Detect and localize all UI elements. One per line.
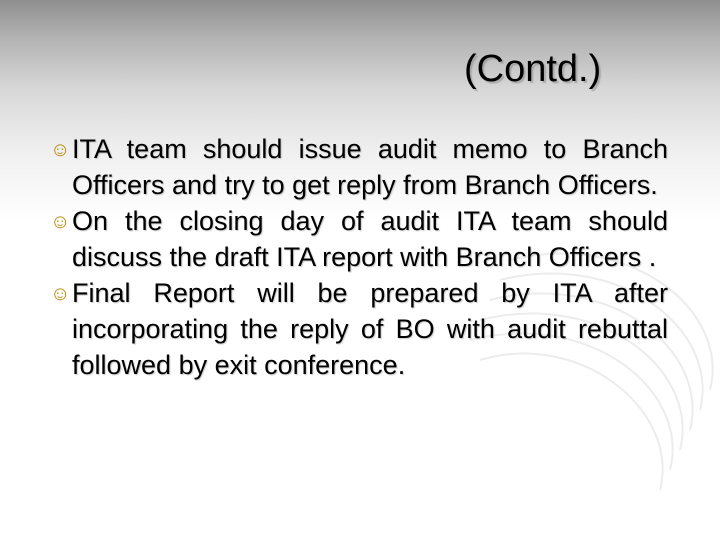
smiley-icon: ☺ [50,211,71,233]
smiley-icon: ☺ [50,283,71,305]
bullet-item [50,203,668,275]
bullet-item [50,275,668,383]
bullet-text: ITA team should issue audit memo to Branch Officers and try to get reply from Branch Officers. [72,134,668,200]
bullet-text: Final Report will be prepared by ITA after incorporating the reply of BO with audit rebuttal followed by exit conference. [72,278,668,380]
smiley-icon: ☺ [50,139,71,161]
bullet-item [50,131,668,203]
bullet-text: On the closing day of audit ITA team should discuss the draft ITA report with Branch Officers . [72,206,668,272]
bullet-list [50,131,668,383]
slide-title: (Contd.) [464,48,602,90]
